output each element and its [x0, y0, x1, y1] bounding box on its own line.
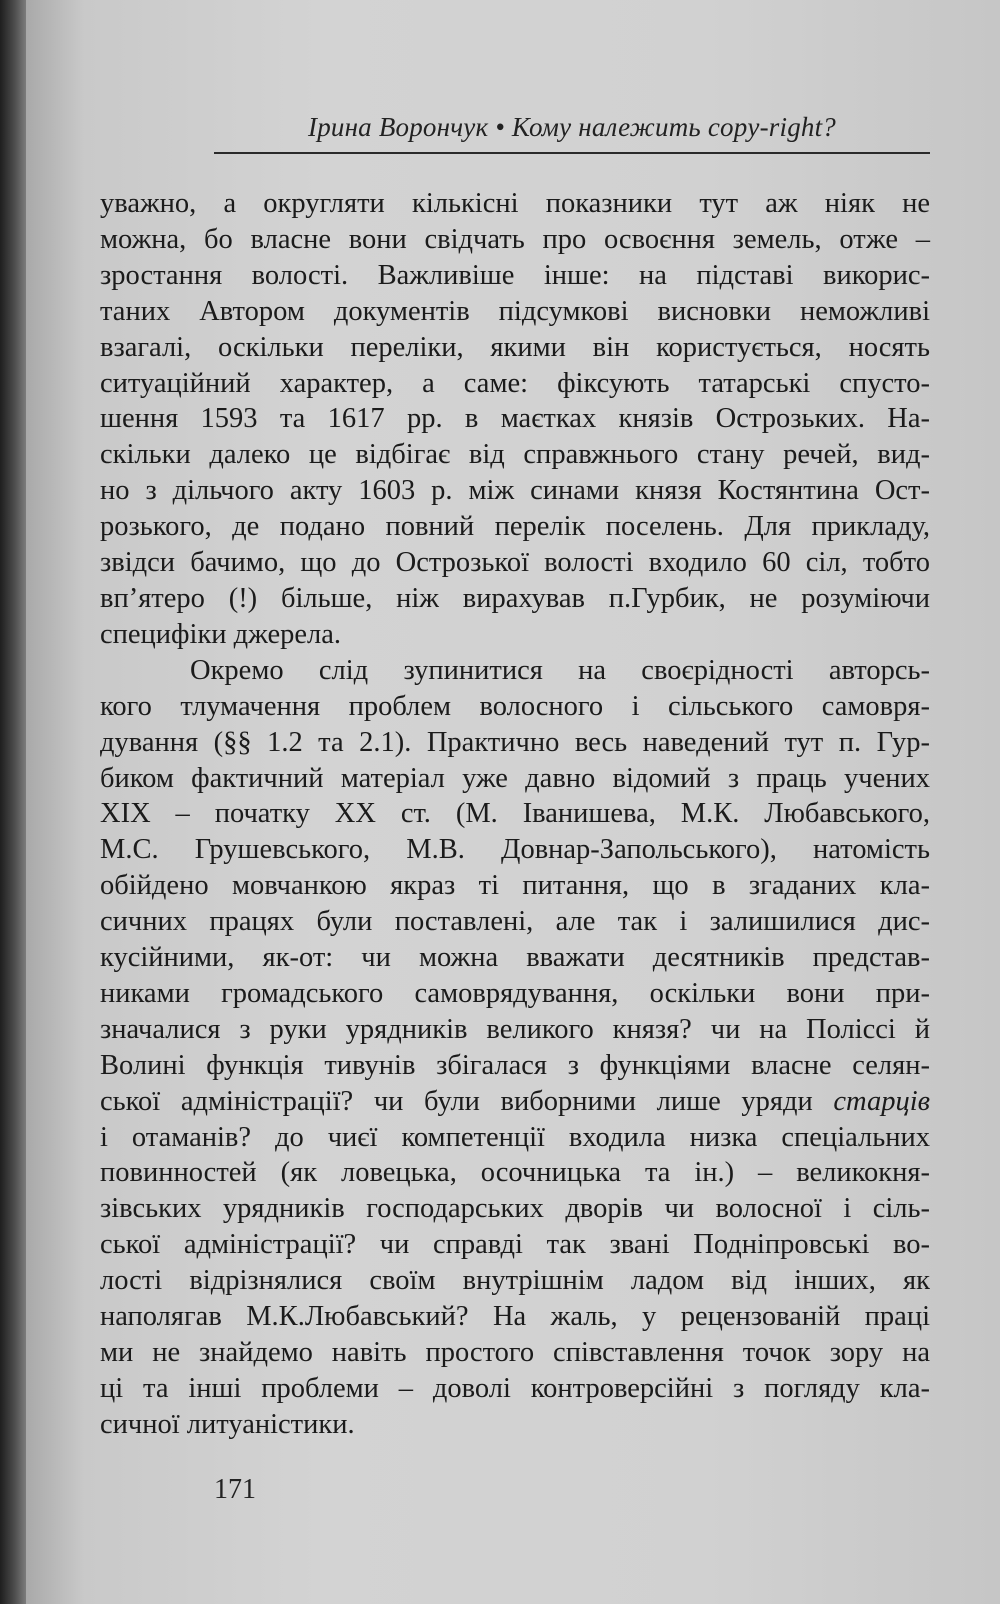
text-line: уважно, а округляти кількісні показники тут аж ніяк не	[100, 188, 930, 219]
text-line: лості відрізнялися своїм внутрішнім ладом від інших, як	[100, 1265, 930, 1297]
header-title: Кому належить copy-right?	[511, 112, 836, 142]
header-rule	[214, 152, 930, 154]
text-line: специфіки джерела.	[100, 618, 342, 650]
text-line: обійдено мовчанкою якраз ті питання, що в згаданих кла-	[100, 870, 930, 902]
paragraph-1	[100, 186, 930, 653]
text-line: М.С. Грушевського, М.В. Довнар-Запольського), натомість	[100, 834, 930, 866]
book-spine-shadow	[0, 0, 26, 1604]
text-line: ситуаційний характер, а саме: фіксують татарські спусто-	[100, 367, 930, 399]
text-line: дування (§§ 1.2 та 2.1). Практично весь наведений тут п. Гур-	[100, 726, 930, 758]
text-line: Окремо слід зупинитися на своєрідності авторсь-	[190, 654, 930, 686]
text-line: никами громадського самоврядування, оскільки вони при-	[100, 977, 930, 1009]
text-line: ської адміністрації? чи справді так звані Подніпровські во-	[100, 1229, 930, 1261]
text-line: Волині функція тивунів збігалася з функціями власне селян-	[100, 1049, 930, 1081]
text-line: кусійними, як-от: чи можна вважати десятників представ-	[100, 942, 930, 974]
header-separator: •	[495, 112, 505, 142]
header-author: Ірина Ворончук	[308, 112, 489, 142]
text-line: скільки далеко це відбігає від справжнього стану речей, вид-	[100, 439, 930, 471]
text-line: ми не знайдемо навіть простого співставлення точок зору на	[100, 1337, 930, 1368]
running-header	[214, 112, 930, 156]
text-line: сичних працях були поставлені, але так і залишилися дис-	[100, 906, 930, 938]
text-line: і отаманів? до чиєї компетенції входила низка спеціальних	[100, 1121, 930, 1153]
text-line: розького, де подано повний перелік поселень. Для прикладу,	[100, 511, 930, 543]
text-line: взагалі, оскільки переліки, якими він користується, носять	[100, 331, 930, 363]
text-line: ці та інші проблеми – доволі контроверсійні з погляду кла-	[100, 1372, 930, 1404]
text-line: звідси бачимо, що до Острозької волості входило 60 сіл, тобто	[100, 547, 930, 579]
text-line: наполягав М.К.Любавський? На жаль, у рецензованій праці	[100, 1301, 930, 1333]
paragraph-2	[100, 653, 930, 1443]
text-line: таних Автором документів підсумкові висновки неможливі	[100, 295, 930, 327]
page-number: 171	[214, 1474, 256, 1505]
text-line: но з дільчого акту 1603 р. між синами князя Костянтина Ост-	[100, 475, 930, 507]
text-line: значалися з руки урядників великого князя? чи на Поліссі й	[100, 1013, 930, 1045]
body-text	[100, 186, 930, 1443]
text-line: сичної литуаністики.	[100, 1408, 355, 1440]
text-line: кого тлумачення проблем волосного і сільського самовря-	[100, 690, 930, 722]
text-line: повинностей (як ловецька, осочницька та ін.) – великокня-	[100, 1157, 930, 1189]
text-line-segment: ської адміністрації? чи були виборними лише уряди	[100, 1085, 813, 1117]
text-line: XIX – початку XX ст. (М. Іванишева, М.К. Любавського,	[100, 798, 930, 830]
text-line: зівських урядників господарських дворів чи волосної і сіль-	[100, 1193, 930, 1225]
text-line: шення 1593 та 1617 рр. в маєтках князів Острозьких. На-	[100, 403, 930, 435]
text-line	[100, 1084, 930, 1120]
text-line: можна, бо власне вони свідчать про освоєння земель, отже –	[100, 223, 930, 255]
text-line: вп’ятеро (!) більше, ніж вирахував п.Гурбик, не розуміючи	[100, 582, 930, 614]
text-line: зростання волості. Важливіше інше: на підставі викорис-	[100, 259, 930, 291]
italic-term: старців	[833, 1085, 931, 1117]
book-page	[26, 0, 1000, 1604]
text-line: биком фактичний матеріал уже давно відомий з праць учених	[100, 762, 930, 794]
